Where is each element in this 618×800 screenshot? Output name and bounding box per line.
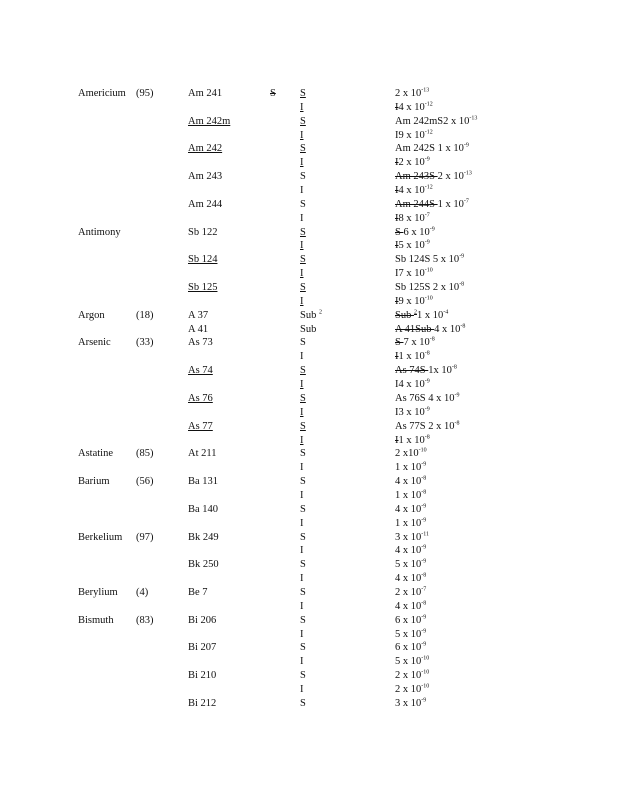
value-text: 9 x 10 (398, 295, 425, 307)
solubility-class: S (300, 476, 306, 488)
limit-value (395, 365, 457, 377)
exponent: -10 (424, 295, 433, 302)
isotope-symbol: At 211 (188, 448, 217, 460)
exponent: -8 (454, 420, 460, 427)
solubility-class: I (300, 129, 304, 141)
element-name: Astatine (78, 448, 113, 460)
limit-value (395, 337, 435, 349)
value-text: 2 x10 (395, 448, 419, 460)
isotope-symbol: Bk 249 (188, 531, 219, 543)
limit-value (395, 698, 426, 710)
limit-value (395, 310, 448, 322)
limit-value (395, 254, 464, 266)
solubility-class: I (300, 185, 304, 197)
limit-value (395, 407, 430, 419)
solubility-class: S (300, 559, 306, 571)
solubility-class: S (300, 365, 306, 377)
limit-value (395, 130, 433, 142)
solubility-class: S (300, 642, 306, 654)
solubility-class: S (300, 614, 306, 626)
limit-value (395, 185, 433, 197)
value-text: 4 x 10 (434, 323, 461, 335)
struck-text: Am 244S (395, 198, 438, 210)
limit-value (395, 448, 427, 460)
isotope-symbol: Bi 210 (188, 670, 217, 682)
exponent: -9 (421, 558, 427, 565)
value-text: 4 x 10 (395, 545, 422, 557)
element-name: Berylium (78, 586, 118, 598)
limit-value (395, 157, 430, 169)
exponent: -7 (463, 198, 469, 205)
solubility-class: S (300, 115, 306, 127)
solubility-class: I (300, 240, 304, 252)
struck-text: S (395, 226, 404, 238)
superscript: 2 (318, 309, 322, 316)
value-text: 8 x 10 (398, 212, 425, 224)
value-text: 1 x 10 (395, 489, 422, 501)
limit-value (395, 171, 472, 183)
isotope-symbol: As 77 (188, 420, 213, 432)
exponent: -12 (424, 129, 433, 136)
value-text: 6 x 10 (403, 226, 430, 238)
value-text: I9 x 10 (395, 129, 425, 141)
value-text: 2 x 10 (395, 670, 422, 682)
solubility-class: I (300, 212, 304, 224)
solubility-class: I (300, 656, 304, 668)
value-text: As 77S 2 x 10 (395, 420, 455, 432)
value-text: 4 x 10 (395, 476, 422, 488)
solubility-class: S (300, 420, 306, 432)
exponent: -12 (424, 184, 433, 191)
solubility-class: S (300, 392, 306, 404)
solubility-class: I (300, 683, 304, 695)
limit-value (395, 421, 460, 433)
limit-value (395, 213, 430, 225)
solubility-class: I (300, 434, 304, 446)
limit-value (395, 268, 433, 280)
struck-text: I (395, 185, 399, 197)
exponent: -9 (421, 544, 427, 551)
solubility-class: S (300, 448, 306, 460)
exponent: -9 (424, 156, 430, 163)
exponent: -7 (421, 586, 427, 593)
isotope-symbol: Bi 212 (188, 697, 217, 709)
limit-value (395, 462, 426, 474)
exponent: -13 (469, 115, 478, 122)
value-text: 6 x 10 (395, 614, 422, 626)
limit-value (395, 629, 426, 641)
solubility-class: I (300, 489, 304, 501)
value-text: 1x 10 (428, 365, 452, 377)
value-text: Sb 124S 5 x 10 (395, 254, 460, 266)
solubility-class: S (300, 226, 306, 238)
exponent: -8 (460, 323, 466, 330)
struck-text: I (395, 434, 399, 446)
value-text: 1 x 10 (437, 198, 464, 210)
struck-text: I (395, 101, 399, 113)
exponent: -9 (459, 253, 465, 260)
isotope-symbol: Sb 125 (188, 282, 218, 294)
isotope-symbol: Be 7 (188, 586, 208, 598)
solubility-class: I (300, 406, 304, 418)
limit-value (395, 642, 426, 654)
exponent: -8 (459, 281, 465, 288)
value-text: 5 x 10 (398, 240, 425, 252)
exponent: -8 (424, 434, 430, 440)
value-text: 5 x 10 (395, 656, 422, 668)
isotope-symbol: Bi 207 (188, 642, 217, 654)
value-text: I7 x 10 (395, 268, 425, 280)
limit-value (395, 227, 435, 239)
atomic-number: (18) (136, 309, 154, 321)
struck-text: I (395, 240, 399, 252)
limit-value (395, 102, 433, 114)
solubility-class: I (300, 462, 304, 474)
solubility-class: S (300, 337, 306, 349)
struck-text: S (395, 337, 404, 349)
value-text: I4 x 10 (395, 379, 425, 391)
exponent: -10 (421, 655, 430, 662)
solubility-class: S (300, 503, 306, 515)
solubility-class: Sub $^2$ (300, 309, 322, 321)
exponent: -8 (421, 572, 427, 579)
solubility-class: I (300, 379, 304, 391)
exponent: -13 (463, 170, 472, 177)
value-text: Am 242mS2 x 10 (395, 115, 470, 127)
element-name: Arsenic (78, 337, 111, 349)
limit-value (395, 532, 429, 544)
value-text: 4 x 10 (395, 600, 422, 612)
solubility-class: S (300, 88, 306, 99)
solubility-class: S (300, 198, 306, 210)
atomic-number: (95) (136, 88, 154, 99)
isotope-symbol: Bk 250 (188, 559, 219, 571)
exponent: -10 (424, 267, 433, 274)
limit-value (395, 393, 460, 405)
element-name: Bismuth (78, 614, 114, 626)
struck-text: I (395, 212, 399, 224)
element-name: Antimony (78, 226, 121, 238)
solubility-class: I (300, 157, 304, 169)
limit-value (395, 116, 477, 128)
limit-value (395, 490, 426, 502)
atomic-number: (56) (136, 476, 154, 488)
isotope-symbol: Am 243 (188, 171, 223, 183)
isotope-symbol: Ba 131 (188, 476, 219, 488)
limit-value (395, 670, 429, 682)
limit-value (395, 587, 426, 599)
struck-text: I (395, 157, 399, 169)
value-text: 1 x 10 (395, 517, 422, 529)
exponent: -9 (424, 239, 430, 246)
solubility-class: S (300, 670, 306, 682)
solubility-class: I (300, 101, 304, 113)
solubility-class: S (300, 254, 306, 266)
struck-text: A 41Sub (395, 323, 435, 335)
exponent: -9 (463, 142, 469, 149)
element-name: Barium (78, 476, 110, 488)
isotope-symbol: Bi 206 (188, 614, 217, 626)
value-text: 6 x 10 (395, 642, 422, 654)
isotope-symbol: As 74 (188, 365, 213, 377)
exponent: -9 (421, 628, 427, 635)
limit-value (395, 518, 426, 530)
exponent: -9 (421, 461, 427, 468)
limit-value (395, 296, 433, 308)
atomic-number: (85) (136, 448, 154, 460)
isotope-symbol: Am 242 (188, 143, 223, 155)
element-name: Americium (78, 88, 126, 99)
limit-value (395, 324, 465, 336)
struck-mark: S (270, 88, 276, 99)
exponent: -9 (421, 697, 427, 704)
solubility-class: I (300, 600, 304, 612)
atomic-number: (83) (136, 614, 154, 626)
value-text: 1 x 10 (398, 351, 425, 363)
exponent: -7 (424, 212, 430, 219)
limit-value (395, 573, 426, 585)
value-text: 3 x 10 (395, 697, 422, 709)
exponent: -9 (424, 406, 430, 413)
exponent: -12 (424, 101, 433, 108)
isotope-symbol: Sb 122 (188, 226, 218, 238)
exponent: -10 (421, 683, 430, 690)
limit-value (395, 559, 426, 571)
value-text: As 76S 4 x 10 (395, 392, 455, 404)
limit-value (395, 684, 429, 696)
atomic-number: (4) (136, 586, 149, 598)
exponent: -8 (421, 600, 427, 607)
element-name: Argon (78, 309, 105, 321)
isotope-symbol: A 41 (188, 323, 209, 335)
isotope-symbol: Ba 140 (188, 503, 219, 515)
superscript: 2 (413, 309, 417, 316)
struck-text: Sub $^2$ (395, 309, 417, 321)
value-text: 2 x 10 (395, 88, 422, 99)
value-text: 2 x 10 (398, 157, 425, 169)
value-text: 4 x 10 (398, 101, 425, 113)
element-name: Berkelium (78, 531, 123, 543)
value-text: 2 x 10 (437, 171, 464, 183)
limit-value (395, 282, 464, 294)
isotope-symbol: Sb 124 (188, 254, 218, 266)
exponent: -9 (421, 614, 427, 621)
exponent: -9 (421, 503, 427, 510)
isotope-symbol: A 37 (188, 309, 209, 321)
solubility-class: I (300, 573, 304, 585)
exponent: -9 (429, 226, 435, 233)
isotope-symbol: Am 242m (188, 115, 231, 127)
exponent: -9 (424, 378, 430, 385)
value-text: 4 x 10 (398, 185, 425, 197)
exponent: -10 (421, 669, 430, 676)
value-text: I3 x 10 (395, 406, 425, 418)
value-text: 7 x 10 (403, 337, 430, 349)
value-text: 1 x 10 (395, 462, 422, 474)
limit-value (395, 143, 469, 155)
struck-text: I (395, 351, 399, 363)
struck-text: As 74S (395, 365, 429, 377)
limit-value (395, 88, 429, 100)
exponent: -8 (421, 475, 427, 482)
exponent: -9 (454, 392, 460, 399)
value-text: 5 x 10 (395, 559, 422, 571)
atomic-number: (97) (136, 531, 154, 543)
limit-value (395, 615, 426, 627)
limit-value (395, 656, 429, 668)
limit-value (395, 379, 430, 391)
atomic-number: (33) (136, 337, 154, 349)
solubility-class: I (300, 628, 304, 640)
exponent: -9 (421, 517, 427, 524)
limit-value (395, 545, 426, 557)
solubility-class: I (300, 517, 304, 529)
limit-value (395, 476, 426, 488)
isotope-symbol: Am 244 (188, 198, 223, 210)
isotope-symbol: As 76 (188, 392, 213, 404)
exponent: -11 (421, 531, 430, 538)
value-text: 2 x 10 (395, 683, 422, 695)
solubility-class: S (300, 531, 306, 543)
exponent: -10 (418, 447, 427, 454)
solubility-class: Sub (300, 323, 317, 335)
isotope-symbol: As 73 (188, 337, 213, 349)
value-text: 5 x 10 (395, 628, 422, 640)
solubility-class: I (300, 295, 304, 307)
solubility-class: S (300, 143, 306, 155)
isotope-symbol: Am 241 (188, 88, 223, 99)
exponent: -9 (421, 641, 427, 648)
limit-value (395, 435, 430, 447)
limit-value (395, 199, 469, 211)
limit-value (395, 351, 430, 363)
solubility-class: I (300, 351, 304, 363)
value-text: 4 x 10 (395, 573, 422, 585)
value-text: Sb 125S 2 x 10 (395, 282, 460, 294)
exponent: -8 (429, 336, 435, 343)
limit-value (395, 504, 426, 516)
solubility-class: S (300, 282, 306, 294)
exponent: -8 (421, 489, 427, 496)
limit-value (395, 240, 430, 252)
exponent: -4 (443, 309, 449, 316)
limit-value (395, 601, 426, 613)
value-text: 1 x 10 (398, 434, 425, 446)
value-text: 3 x 10 (395, 531, 422, 543)
solubility-class: S (300, 171, 306, 183)
solubility-class: S (300, 697, 306, 709)
solubility-class: I (300, 545, 304, 557)
value-text: 2 x 10 (395, 586, 422, 598)
solubility-class: S (300, 586, 306, 598)
value-text: 4 x 10 (395, 503, 422, 515)
struck-text: Am 243S (395, 171, 438, 183)
exponent: -8 (424, 350, 430, 357)
exponent: -8 (451, 364, 457, 371)
struck-text: I (395, 295, 399, 307)
value-text: Am 242S 1 x 10 (395, 143, 464, 155)
solubility-class: I (300, 268, 304, 280)
exponent: -13 (421, 87, 430, 94)
value-text: 1 x 10 (416, 309, 444, 321)
